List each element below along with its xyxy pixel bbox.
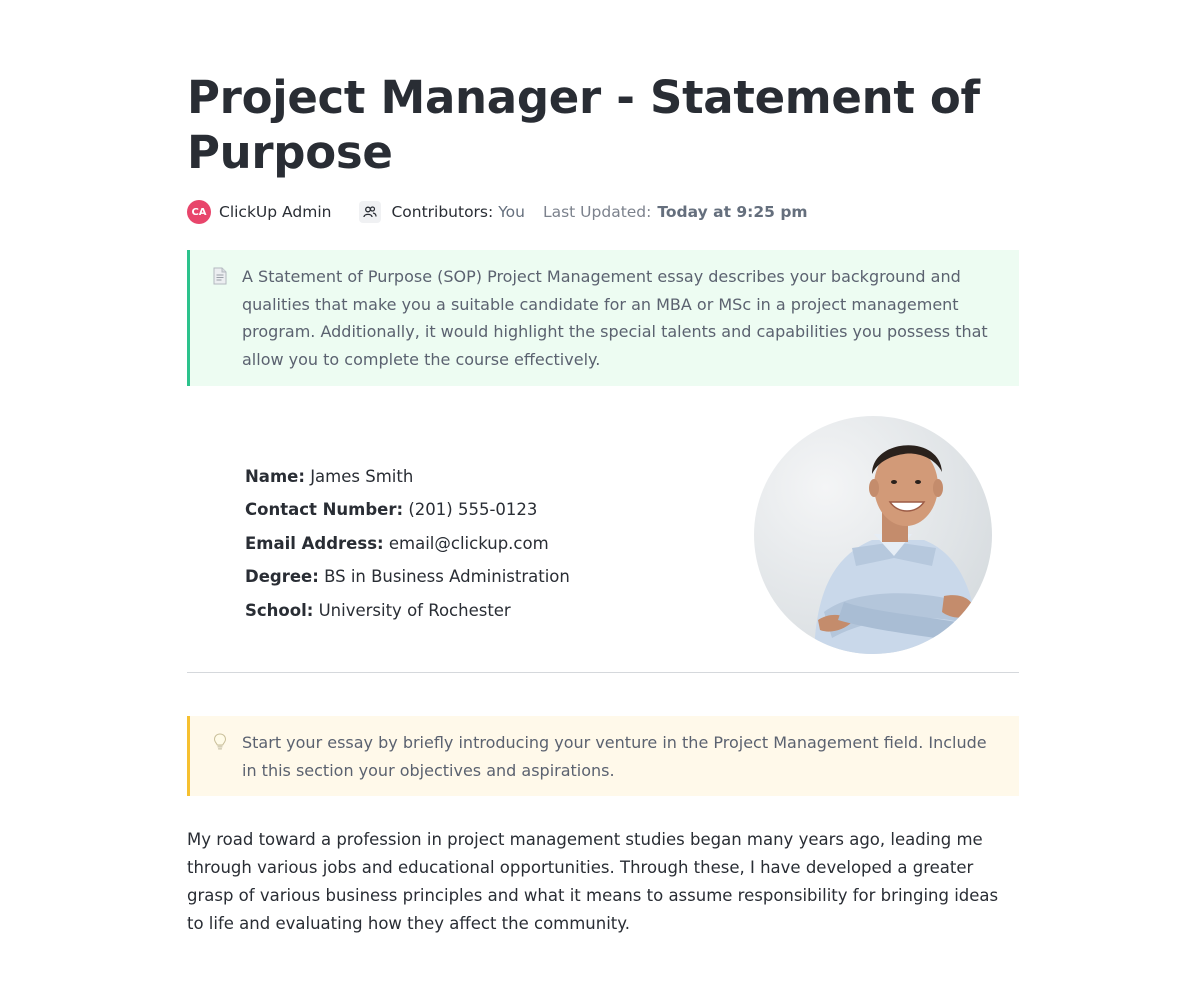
- tip-callout-text: Start your essay by briefly introducing your venture in the Project Management field. Include in this section your objectives and aspirations.: [242, 733, 987, 780]
- last-updated-label: Last Updated:: [542, 203, 652, 221]
- intro-callout-text: A Statement of Purpose (SOP) Project Management essay describes your background and qualities that make you a suitable candidate for an MBA or MSc in a project management program. Additionally, it would highlight the special talents and capabilities you possess that allow you to complete the course effectively.: [242, 267, 988, 369]
- intro-callout: [187, 250, 1019, 386]
- profile-email-row: [245, 527, 570, 560]
- profile-email-value: email@clickup.com: [388, 533, 549, 553]
- profile-degree-row: [245, 560, 570, 593]
- profile-name-row: [245, 460, 570, 493]
- intro-paragraph: My road toward a profession in project management studies began many years ago, leading me through various jobs and educational opportunities. Through these, I have developed a greater grasp of various business principles and what it means to assume responsibility for bringing ideas to life and evaluating how they affect the community.: [187, 830, 999, 933]
- contributors-value[interactable]: You: [498, 203, 525, 221]
- profile-school-label: School:: [245, 600, 314, 620]
- avatar[interactable]: CA: [187, 200, 211, 224]
- profile-degree-label: Degree:: [245, 567, 319, 587]
- profile-info: [245, 460, 570, 627]
- divider: [187, 672, 1019, 673]
- author-name[interactable]: ClickUp Admin: [219, 203, 332, 221]
- tip-callout: [187, 716, 1019, 796]
- doc-meta-bar: [187, 198, 1019, 226]
- profile-school-value: University of Rochester: [318, 600, 511, 620]
- profile-photo: [754, 416, 992, 654]
- profile-contact-value: (201) 555-0123: [408, 500, 538, 520]
- profile-name-value: James Smith: [310, 467, 414, 486]
- document: [187, 70, 1019, 938]
- people-icon[interactable]: [359, 201, 381, 223]
- lightbulb-icon: [210, 733, 230, 751]
- profile-contact-label: Contact Number:: [245, 500, 404, 520]
- profile-section: [187, 416, 1019, 672]
- profile-name-label: Name:: [245, 467, 305, 486]
- last-updated-value: Today at 9:25 pm: [657, 203, 808, 221]
- profile-school-row: [245, 594, 570, 627]
- profile-contact-row: [245, 493, 570, 526]
- profile-degree-value: BS in Business Administration: [324, 567, 570, 587]
- contributors-label: Contributors:: [391, 203, 494, 221]
- profile-email-label: Email Address:: [245, 533, 384, 553]
- document-icon: [210, 267, 230, 285]
- page-title: Project Manager - Statement of Purpose: [187, 71, 980, 179]
